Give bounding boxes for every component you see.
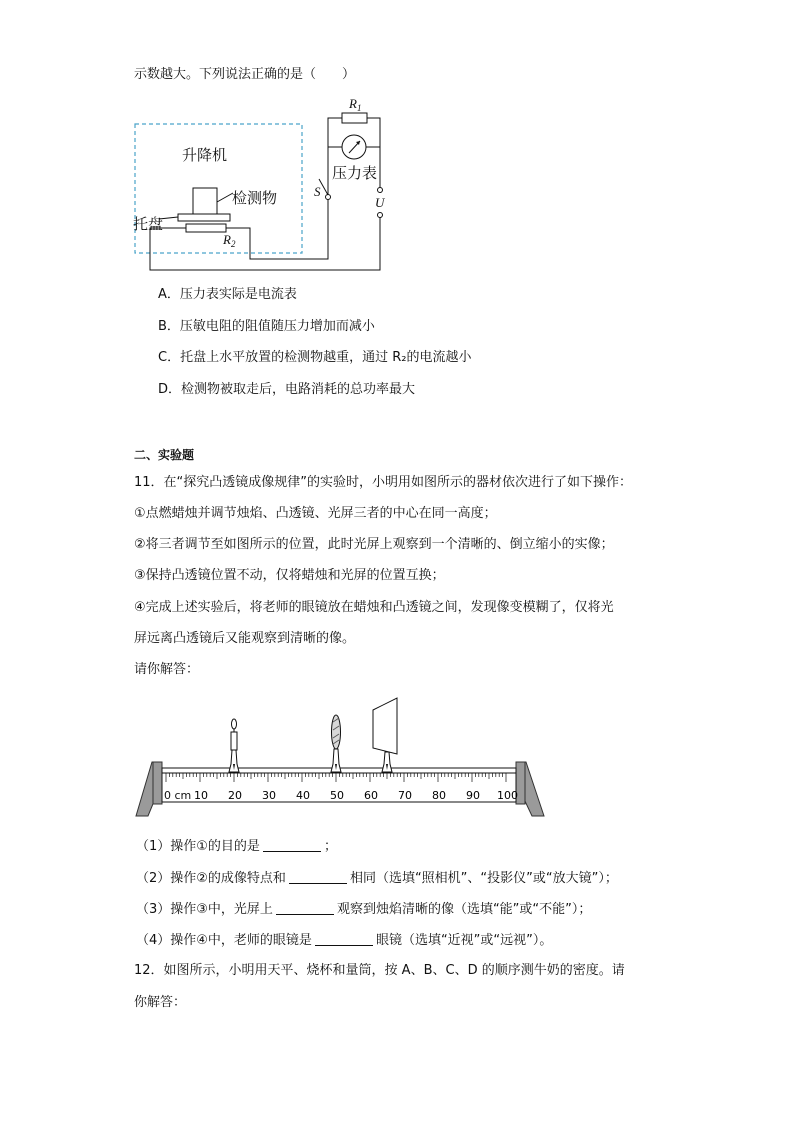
q11-sub4: （4）操作④中，老师的眼镜是 眼镜（选填“近视”或“远视”）。 bbox=[136, 933, 553, 948]
q10-option-b: B．压敏电阻的阻值随压力增加而减小 bbox=[158, 319, 375, 334]
q11-sub1: （1）操作①的目的是 ； bbox=[136, 839, 337, 854]
scale-tick-label: 40 bbox=[296, 789, 310, 802]
scale-tick-label: 10 bbox=[194, 789, 208, 802]
scale-tick-label: 20 bbox=[228, 789, 242, 802]
q10-option-c: C．托盘上水平放置的检测物越重，通过 R₂的电流越小 bbox=[158, 350, 472, 365]
scale-unit-label: 0 cm bbox=[164, 789, 192, 802]
q11-stem: 11．在“探究凸透镜成像规律”的实验时，小明用如图所示的器材依次进行了如下操作： bbox=[134, 475, 633, 490]
r2-resistor bbox=[186, 224, 226, 232]
q10-option-d: D．检测物被取走后，电路消耗的总功率最大 bbox=[158, 382, 416, 397]
q11-step4-line2: 屏远离凸透镜后又能观察到清晰的像。 bbox=[134, 631, 356, 646]
q12-stem-line1: 12．如图所示，小明用天平、烧杯和量筒，按 A、B、C、D 的顺序测牛奶的密度。请 bbox=[134, 963, 625, 978]
svg-text:R1: $R_1$ bbox=[349, 96, 362, 113]
scale-tick-label: 80 bbox=[432, 789, 446, 802]
meter-label: 压力表 bbox=[332, 164, 378, 182]
q11-step2: ②将三者调节至如图所示的位置，此时光屏上观察到一个清晰的、倒立缩小的实像； bbox=[134, 537, 614, 552]
q11-step4-line1: ④完成上述实验后，将老师的眼镜放在蜡烛和凸透镜之间，发现像变模糊了，仅将光 bbox=[134, 600, 614, 615]
q11-prompt: 请你解答： bbox=[134, 662, 200, 677]
q11-step1: ①点燃蜡烛并调节烛焰、凸透镜、光屏三者的中心在同一高度； bbox=[134, 506, 497, 521]
source-label: U bbox=[375, 195, 385, 210]
answer-blank-3[interactable] bbox=[276, 900, 334, 915]
convex-lens bbox=[331, 715, 341, 772]
scale-tick-label: 70 bbox=[398, 789, 412, 802]
q10-option-a: A．压力表实际是电流表 bbox=[158, 287, 297, 302]
q12-stem-line2: 你解答： bbox=[134, 995, 187, 1010]
scale-tick-label: 50 bbox=[330, 789, 344, 802]
q10-stem-tail: 示数越大。下列说法正确的是（ ） bbox=[134, 67, 356, 82]
svg-text:R2: $R_2$ bbox=[223, 232, 236, 249]
object-label: 检测物 bbox=[232, 189, 278, 207]
scale-tick-label: 30 bbox=[262, 789, 276, 802]
answer-blank-2[interactable] bbox=[289, 869, 347, 884]
section-title: 二、实验题 bbox=[134, 448, 195, 462]
q11-sub3: （3）操作③中，光屏上 观察到烛焰清晰的像（选填“能”或“不能”）； bbox=[136, 902, 592, 917]
optical-bench-figure bbox=[134, 692, 546, 820]
tray-label: 托盘 bbox=[133, 215, 164, 233]
answer-blank-1[interactable] bbox=[263, 837, 321, 852]
q11-step3: ③保持凸透镜位置不动，仅将蜡烛和光屏的位置互换； bbox=[134, 568, 445, 583]
candle bbox=[229, 719, 239, 772]
tray bbox=[178, 214, 230, 221]
switch-label: S bbox=[314, 184, 321, 199]
scale-tick-label: 90 bbox=[466, 789, 480, 802]
circuit-figure bbox=[130, 92, 400, 277]
object-block bbox=[193, 188, 217, 214]
scale-tick-label: 60 bbox=[364, 789, 378, 802]
light-screen bbox=[373, 698, 397, 772]
scale-tick-label: 100 bbox=[497, 789, 518, 802]
r1-resistor bbox=[342, 113, 367, 123]
lift-label: 升降机 bbox=[182, 146, 228, 164]
q11-sub2: （2）操作②的成像特点和 相同（选填“照相机”、“投影仪”或“放大镜”）； bbox=[136, 871, 618, 886]
answer-blank-4[interactable] bbox=[315, 931, 373, 946]
